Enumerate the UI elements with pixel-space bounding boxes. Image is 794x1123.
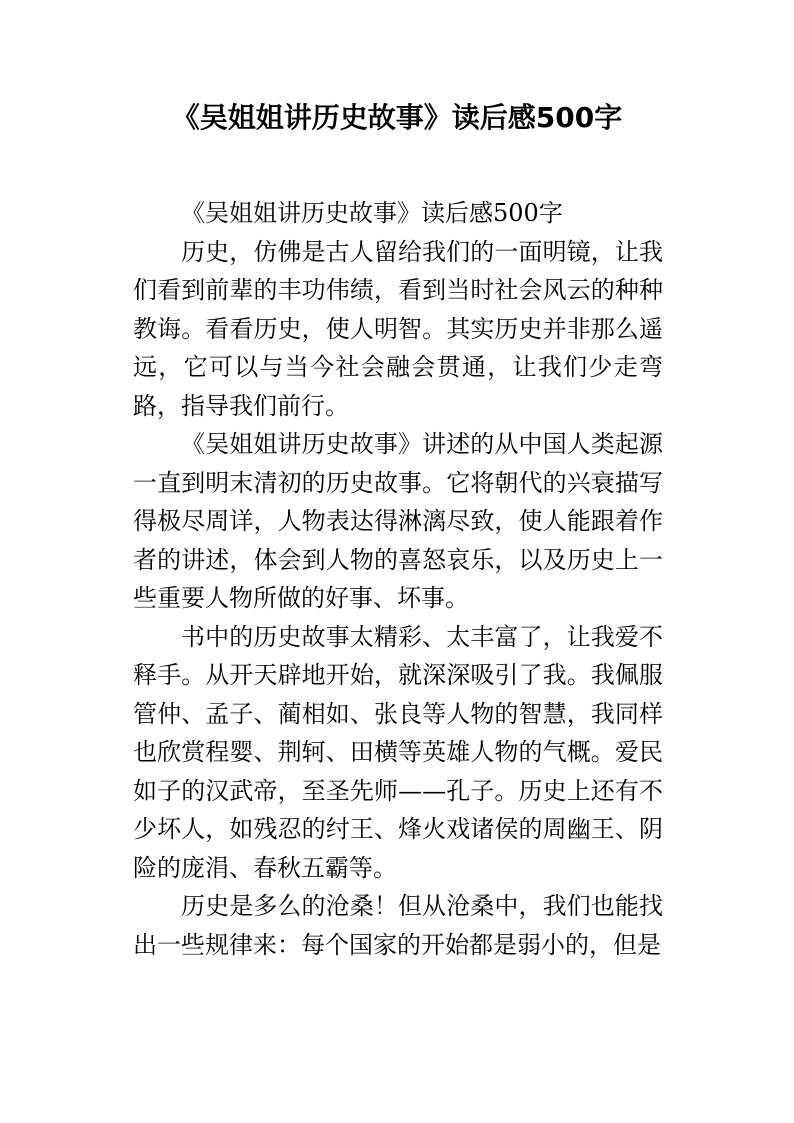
document-subtitle: 《吴姐姐讲历史故事》读后感500字 — [181, 199, 563, 227]
document-title: 《吴姐姐讲历史故事》读后感500字 — [171, 101, 623, 134]
paragraph-3: 书中的历史故事太精彩、太丰富了，让我爱不释手。从开天辟地开始，就深深吸引了我。我佩服管仲、孟子、蔺相如、张良等人物的智慧，我同样也欣赏程婴、荆轲、田横等英雄人物的气概。爱民如子的汉武帝，至圣先师——孔子。历史上还有不少坏人，如残忍的纣王、烽火戏诸侯的周幽王、阴险的庞涓、春秋五霸等。 — [133, 622, 663, 882]
paragraph-1: 历史，仿佛是古人留给我们的一面明镜，让我们看到前辈的丰功伟绩，看到当时社会风云的种种教诲。看看历史，使人明智。其实历史并非那么遥远，它可以与当今社会融会贯通，让我们少走弯路，指导我们前行。 — [133, 237, 663, 420]
document-body — [133, 194, 663, 964]
paragraph-4: 历史是多么的沧桑！但从沧桑中，我们也能找出一些规律来：每个国家的开始都是弱小的，但是 — [133, 892, 663, 959]
paragraph-2: 《吴姐姐讲历史故事》讲述的从中国人类起源一直到明末清初的历史故事。它将朝代的兴衰描写得极尽周详，人物表达得淋漓尽致，使人能跟着作者的讲述，体会到人物的喜怒哀乐，以及历史上一些重要人物所做的好事、坏事。 — [133, 430, 663, 612]
